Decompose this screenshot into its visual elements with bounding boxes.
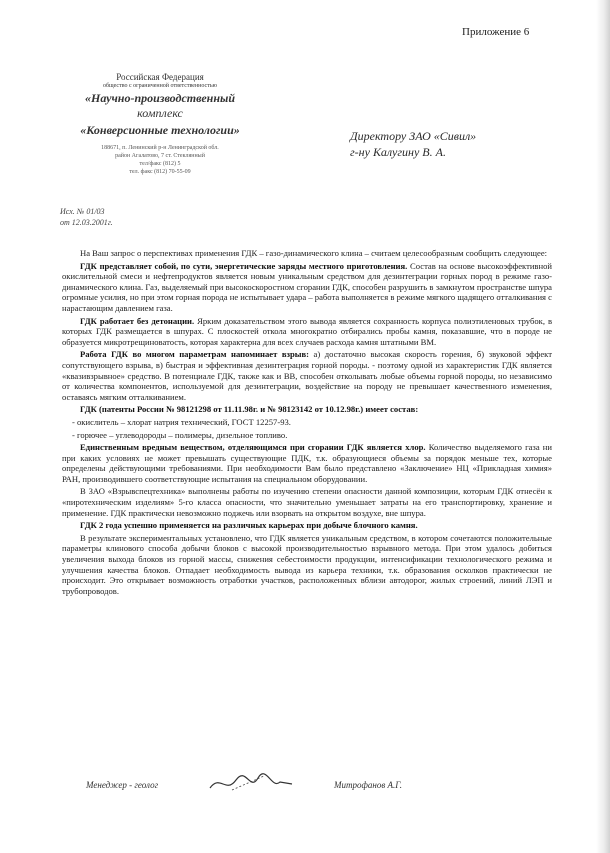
paragraph bbox=[62, 349, 552, 402]
letterhead-name-3: «Конверсионные технологии» bbox=[80, 123, 240, 137]
address-line: тел. факс (812) 70-55-09 bbox=[129, 169, 191, 175]
paragraph-text: Ярким доказательством этого вывода является сохранность корпуса полиэтиленовых трубок, в которых ГДК размещается в шпурах. С плоскостей откола многократно отбирались пробы камня, показавшие, что в породе не образуется микротрещиноватость, которая характерна для всех случаев расхода камня штатными ВМ. bbox=[62, 315, 552, 347]
paragraph bbox=[62, 316, 552, 348]
addressee-line-2: г-ну Калугину В. А. bbox=[350, 145, 446, 159]
intro-paragraph: На Ваш запрос о перспективах применения ГДК – газо-динамического клина – считаем целесообразным сообщить следующее: bbox=[80, 248, 548, 258]
paragraph-text: а) достаточно высокая скорость горения, б) звуковой эффект сопутствующего взрыва, в) быстрая и эффективная дезинтеграция горной породы. - поэтому одной из характеристик ГДК является «квазивзрывное» средство. В потенциале ГДК, также как и ВВ, способен отколывать любые объемы горной породы, но независимо от количества компонентов, используемой для дезинтеграции, воздействие на породу не превышает качественного изменения, оставаясь мягким отталкиванием. bbox=[62, 349, 552, 402]
paragraph-text: Количество выделяемого газа ни при каких условиях не может превышать существующие ПДК, т.к. образующиеся объемы за порядок меньше тех, которые определены действующими требованиями. При необходимости Вам было представлено «Заключение» НЦ «Прикладная химия» РАН, производившего соответствующие испытания на специальном оборудовании. bbox=[62, 442, 552, 484]
letterhead-name-1: «Научно-производственный bbox=[84, 91, 235, 105]
appendix-label: Приложение 6 bbox=[462, 26, 530, 38]
address-line: 188671, п. Ленинский р-н Ленинградской обл. bbox=[101, 145, 219, 151]
paragraph: В ЗАО «Взрывспецтехника» выполнены работы по изучению степени опасности данной композиции, которым ГДК отнесён к «пиротехническим изделиям» 5-го класса опасности, что значительно уменьшает затраты на его транспортировку, хранение и применение. ГДК практически невозможно поджечь или взорвать на открытом воздухе, вне шпура. bbox=[62, 486, 552, 518]
addressee bbox=[350, 128, 476, 160]
letterhead-address bbox=[70, 144, 250, 176]
scan-edge-shadow bbox=[596, 0, 610, 853]
paragraph-lead: ГДК 2 года успешно применяется на различных карьерах при добыче блочного камня. bbox=[80, 520, 418, 531]
paragraph bbox=[62, 261, 552, 314]
list-item: - окислитель – хлорат натрия технический, ГОСТ 12257-93. bbox=[72, 416, 291, 427]
paragraph bbox=[62, 404, 552, 415]
paragraph bbox=[62, 520, 552, 531]
paragraph: В результате экспериментальных установлено, что ГДК является уникальным средством, в котором сочетаются положительные параметры клинового способа добычи блоков с высокой производительностью взрывного метода. При этом удалось добиться увеличения выхода блоков из горной массы, снижения себестоимости продукции, интенсификации технологического режима и улучшения качества блоков. Отпадает необходимость вывода из карьера техники, т.к. образования осколков практически не происходит. Это открывает возможность отработки участков, расположенных вблизи автодорог, жилых строений, линий ЛЭП и трубопроводов. bbox=[62, 532, 552, 596]
registration-block bbox=[60, 206, 113, 228]
address-line: район Агалатово, 7 ст. Стеклянный bbox=[115, 153, 205, 159]
paragraph-lead: Единственным вредным веществом, отделяющимся при сгорании ГДК является хлор. bbox=[80, 442, 426, 453]
letter-body bbox=[62, 248, 552, 598]
paragraph-text: Состав на основе высокоэффективной окислительной смеси и нефтепродуктов является новым уникальным средством для дезинтеграции горных пород в режиме газо-динамического клина. Газ, выделяемый при высокоскоростном сгорании ГДК, способен разрушить в замкнутом пространстве шпура огромные усилия, но при этом горная порода не испытывает удара – работа выполняется в режиме мягкого щадящего отталкивания с нарастающим давлением газа. bbox=[62, 260, 552, 313]
signer-role: Менеджер - геолог bbox=[86, 780, 159, 790]
paragraph-lead: Работа ГДК во многом параметрам напоминает взрыв: bbox=[80, 349, 309, 360]
addressee-line-1: Директору ЗАО «Сивил» bbox=[350, 129, 477, 143]
address-line: тел/факс (812) 5 bbox=[139, 161, 181, 167]
letterhead bbox=[70, 72, 250, 176]
paragraph-lead: ГДК работает без детонации. bbox=[80, 315, 195, 326]
outgoing-number: Исх. № 01/03 bbox=[60, 207, 105, 216]
letterhead-company-type: общество с ограниченной ответственностью bbox=[102, 83, 218, 89]
outgoing-date: от 12.03.2001г. bbox=[60, 218, 113, 227]
letterhead-name-2: комплекс bbox=[137, 106, 183, 120]
handwritten-signature-icon bbox=[206, 770, 296, 796]
list-item: - горючее – углеводороды – полимеры, дизельное топливо. bbox=[72, 429, 288, 440]
paragraph bbox=[62, 442, 552, 484]
signer-name: Митрофанов А.Г. bbox=[334, 780, 402, 790]
paragraph-lead: ГДК (патенты России № 98121298 от 11.11.98г. и № 98123142 от 10.12.98г.) имеет состав: bbox=[80, 404, 419, 415]
letterhead-country: Российская Федерация bbox=[116, 72, 204, 82]
paragraph-lead: ГДК представляет собой, по сути, энергетические заряды местного приготовления. bbox=[80, 260, 408, 271]
